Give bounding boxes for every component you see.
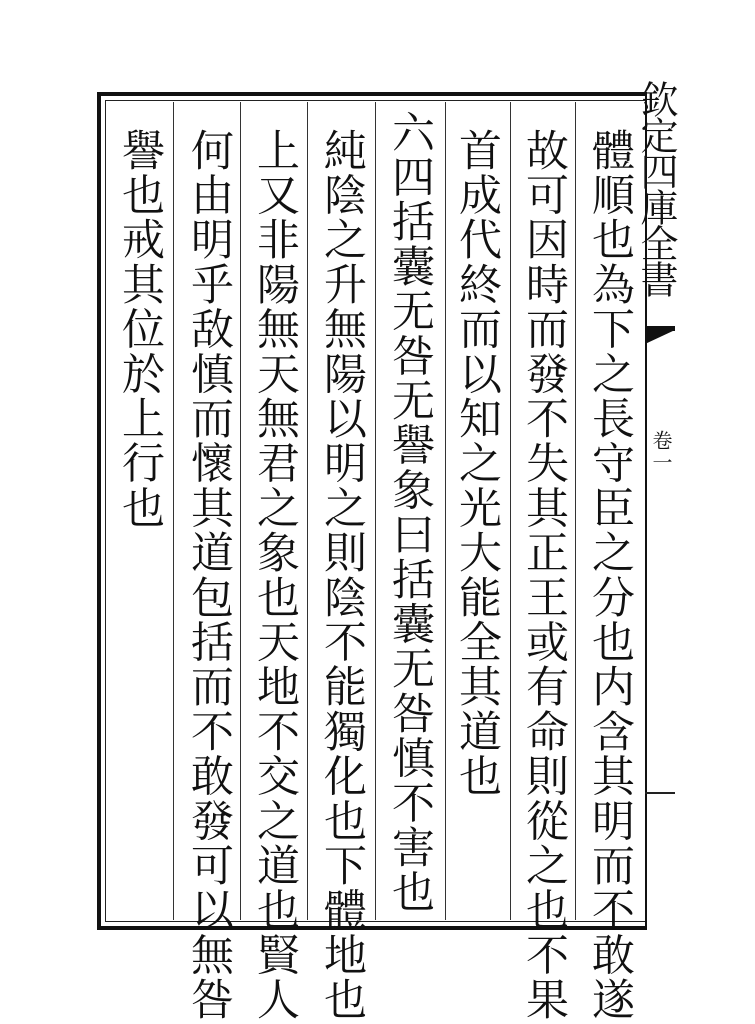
column-divider bbox=[240, 102, 241, 920]
column-divider bbox=[575, 102, 576, 920]
book-title: 欽定四庫全書 bbox=[634, 80, 678, 296]
volume-label: 卷一 bbox=[649, 430, 673, 474]
text-column-1: 體順也為下之長守臣之分也内含其明而不敢遂 bbox=[585, 128, 635, 1022]
text-column-8: 譽也戒其位於上行也 bbox=[115, 128, 165, 531]
column-divider bbox=[445, 102, 446, 920]
text-column-3: 首成代終而以知之光大能全其道也 bbox=[452, 128, 502, 799]
text-column-7: 何由明乎敌慎而懷其道包括而不敢發可以無咎 bbox=[184, 128, 234, 1022]
column-divider bbox=[375, 102, 376, 920]
column-divider bbox=[173, 102, 174, 920]
column-divider bbox=[510, 102, 511, 920]
text-column-5: 純陰之升無陽以明之則陰不能獨化也下體地也 bbox=[317, 128, 367, 1022]
text-column-4: 六四括囊无咎无譽象曰括囊无咎慎不害也 bbox=[385, 110, 435, 915]
text-column-6: 上又非陽無天無君之象也天地不交之道也賢人 bbox=[250, 128, 300, 1022]
margin-tick bbox=[645, 792, 675, 794]
text-column-2: 故可因時而發不失其正王或有命則從之也不果 bbox=[519, 128, 569, 1022]
column-divider bbox=[307, 102, 308, 920]
